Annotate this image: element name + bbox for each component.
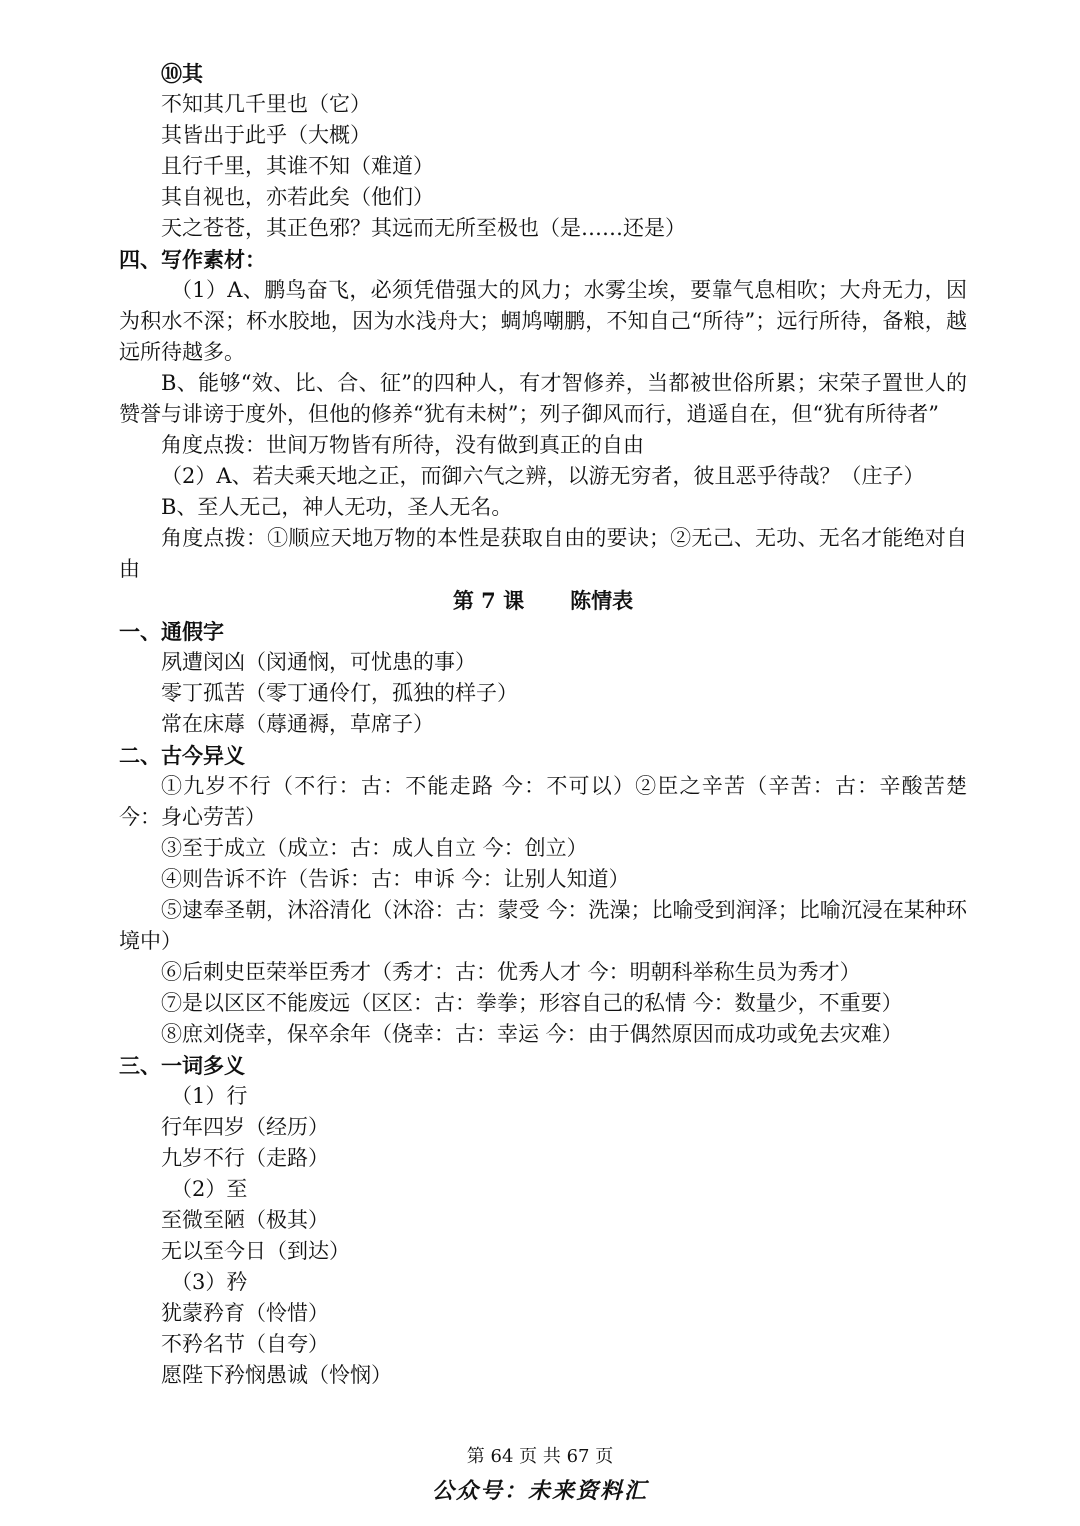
sub-label: （2）至 [171,1177,248,1201]
lesson-name: 陈情表 [570,588,634,613]
writing-paragraph: B、至人无己，神人无功，圣人无名。 [161,495,513,519]
duoyi-heading: 三、一词多义 [119,1053,245,1078]
list-item: 行年四岁（经历） [161,1115,329,1139]
list-item: ⑧庶刘侥幸，保卒余年（侥幸：古：幸运 今：由于偶然原因而成功或免去灾难） [161,1022,903,1046]
list-item: ⑥后刺史臣荣举臣秀才（秀才：古：优秀人才 今：明朝科举称生员为秀才） [161,960,861,984]
list-item: 零丁孤苦（零丁通伶仃，孤独的样子） [161,681,518,705]
list-item: 九岁不行（走路） [161,1146,329,1170]
brand-watermark: 公众号：未来资料汇 [431,1478,648,1504]
list-item: 天之苍苍，其正色邪？其远而无所至极也（是……还是） [161,216,686,240]
page-number: 第 64 页 共 67 页 [466,1446,614,1467]
gujin-heading: 二、古今异义 [119,743,245,768]
sub-label: （3）矜 [171,1270,248,1294]
list-item: 无以至今日（到达） [161,1239,350,1263]
list-item: 常在床蓐（蓐通褥，草席子） [161,712,434,736]
list-item: 犹蒙矜育（怜惜） [161,1301,329,1325]
writing-paragraph: （2）A、若夫乘天地之正，而御六气之辨，以游无穷者，彼且恶乎待哉？（庄子） [161,464,925,488]
list-item: 愿陛下矜悯愚诚（怜悯） [161,1363,392,1387]
writing-paragraph: 角度点拨：世间万物皆有所待，没有做到真正的自由 [161,433,644,457]
section-ten-heading: ⑩其 [161,61,203,86]
list-item: ③至于成立（成立：古：成人自立 今：创立） [161,836,588,860]
sub-label: （1）行 [171,1084,248,1108]
list-item: 至微至陋（极其） [161,1208,329,1232]
list-item: 其自视也，亦若此矣（他们） [161,185,434,209]
writing-heading: 四、写作素材： [119,247,266,272]
list-item: 且行千里，其谁不知（难道） [161,154,434,178]
list-item: 夙遭闵凶（闵通悯，可忧患的事） [161,650,476,674]
list-item: 不矜名节（自夸） [161,1332,329,1356]
writing-paragraph: B、能够“效、比、合、征”的四种人，有才智修养，当都被世俗所累；宋荣子置世人的赞誉与诽谤于度外，但他的修养“犹有未树”；列子御风而行，逍遥自在，但“犹有所待者” [119,371,967,426]
lesson-number: 第 7 课 [452,588,525,613]
list-item: ⑦是以区区不能废远（区区：古：拳拳；形容自己的私情 今：数量少，不重要） [161,991,903,1015]
writing-paragraph: （1）A、鹏鸟奋飞，必须凭借强大的风力；水雾尘埃，要靠气息相吹；大舟无力，因为积水不深；杯水胶地，因为水浅舟大；蜩鸠嘲鹏，不知自己“所待”；远行所待，备粮，越远所待越多。 [119,278,967,364]
list-item: ④则告诉不许（告诉：古：申诉 今：让别人知道） [161,867,630,891]
page-content [119,58,967,1391]
list-item: ⑤逮奉圣朝，沐浴清化（沐浴：古：蒙受 今：洗澡；比喻受到润泽；比喻沉浸在某种环境中） [119,898,967,953]
list-item: ①九岁不行（不行：古：不能走路 今：不可以）②臣之辛苦（辛苦：古：辛酸苦楚 今：身心劳苦） [119,774,967,829]
writing-paragraph: 角度点拨：①顺应天地万物的本性是获取自由的要诀；②无己、无功、无名才能绝对自由 [119,526,967,581]
lesson-title [119,585,967,616]
list-item: 不知其几千里也（它） [161,92,371,116]
list-item: 其皆出于此乎（大概） [161,123,371,147]
tongjia-heading: 一、通假字 [119,619,224,644]
